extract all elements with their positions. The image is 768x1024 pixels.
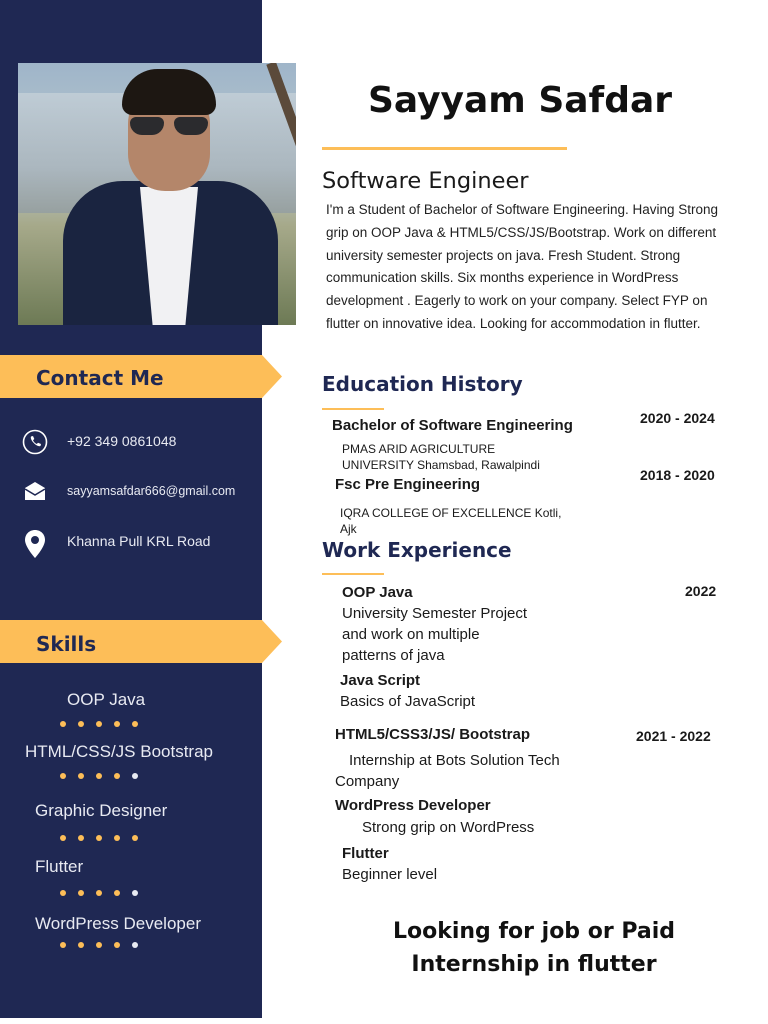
skill-dot: [132, 835, 138, 841]
education-institution: IQRA COLLEGE OF EXCELLENCE Kotli,: [340, 506, 562, 520]
work-title: Java Script: [340, 672, 421, 689]
education-years: 2018 - 2020: [640, 467, 715, 483]
skill-dot: [78, 835, 84, 841]
education-institution: PMAS ARID AGRICULTURE: [342, 442, 496, 456]
skill-dot: [114, 835, 120, 841]
contact-heading: Contact Me: [36, 366, 164, 390]
skill-label: WordPress Developer: [35, 914, 201, 933]
skill-dot: [132, 890, 138, 896]
work-description: Basics of JavaScript: [340, 693, 476, 710]
work-description: Company: [335, 773, 400, 790]
skill-dot: [114, 721, 120, 727]
work-description: Internship at Bots Solution Tech: [349, 752, 560, 769]
work-year: 2021 - 2022: [636, 728, 711, 744]
skill-dot: [78, 721, 84, 727]
work-title: WordPress Developer: [335, 797, 491, 814]
map-pin-icon: [22, 529, 48, 559]
profile-photo: [18, 63, 296, 325]
person-name: Sayyam Safdar: [367, 80, 673, 121]
contact-address: [22, 527, 262, 557]
skill-dot: [132, 721, 138, 727]
skill-dot: [60, 773, 66, 779]
education-years: 2020 - 2024: [640, 410, 715, 426]
profile-summary: I'm a Student of Bachelor of Software Engineering. Having Strong grip on OOP Java & HTML5/CSS/JS/Bootstrap. Work on different university semester projects on java. Fresh Student. Strong communication skills. Six months experience in WordPress development . Eagerly to work on your company. Select FYP on flutter on innovative idea. Looking for accommodation in flutter.: [326, 202, 719, 331]
work-underline: [322, 573, 384, 575]
skill-dot: [132, 942, 138, 948]
skill-dot: [96, 721, 102, 727]
tagline-line: Internship in flutter: [411, 952, 657, 977]
skills-heading: Skills: [36, 632, 97, 656]
skill-dot: [96, 835, 102, 841]
contact-email: [22, 477, 262, 507]
skill-dot: [60, 721, 66, 727]
skill-dot: [96, 890, 102, 896]
work-description: Strong grip on WordPress: [362, 819, 535, 836]
job-seeking-tagline: [360, 915, 708, 981]
work-title: OOP Java: [342, 584, 413, 601]
work-description: University Semester Project: [342, 605, 528, 622]
skill-dot: [60, 890, 66, 896]
email-text: sayyamsafdar666@gmail.com: [67, 484, 236, 498]
work-description: and work on multiple: [342, 626, 480, 643]
skill-dot: [96, 942, 102, 948]
skill-dot: [78, 773, 84, 779]
skill-label: OOP Java: [67, 690, 146, 709]
skill-dot: [96, 773, 102, 779]
contact-phone: [22, 427, 262, 457]
skill-dot: [78, 890, 84, 896]
work-title: HTML5/CSS3/JS/ Bootstrap: [335, 726, 531, 743]
skill-label: HTML/CSS/JS Bootstrap: [25, 742, 214, 761]
work-heading: Work Experience: [322, 538, 512, 562]
work-year: 2022: [685, 583, 717, 599]
education-degree: Bachelor of Software Engineering: [332, 417, 573, 434]
skill-dot: [114, 942, 120, 948]
work-title: Flutter: [342, 845, 389, 862]
education-institution: Ajk: [340, 522, 357, 536]
education-degree: Fsc Pre Engineering: [335, 476, 481, 493]
skill-dot: [132, 773, 138, 779]
title-underline: [322, 147, 567, 150]
education-underline: [322, 408, 384, 410]
skill-dot: [78, 942, 84, 948]
education-institution: UNIVERSITY Shamsbad, Rawalpindi: [342, 458, 540, 472]
tagline-line: Looking for job or Paid: [392, 919, 676, 944]
envelope-icon: [22, 479, 48, 505]
work-description: Beginner level: [342, 866, 438, 883]
skill-label: Graphic Designer: [35, 801, 168, 820]
job-role: Software Engineer: [322, 168, 529, 194]
work-description: patterns of java: [342, 647, 445, 664]
skill-dot: [114, 890, 120, 896]
skill-dot: [60, 942, 66, 948]
skill-dot: [60, 835, 66, 841]
address-text: Khanna Pull KRL Road: [67, 533, 211, 549]
phone-icon: [22, 429, 48, 455]
skill-label: Flutter: [35, 857, 84, 876]
phone-text: +92 349 0861048: [67, 433, 177, 449]
skill-dot: [114, 773, 120, 779]
education-heading: Education History: [322, 372, 523, 396]
